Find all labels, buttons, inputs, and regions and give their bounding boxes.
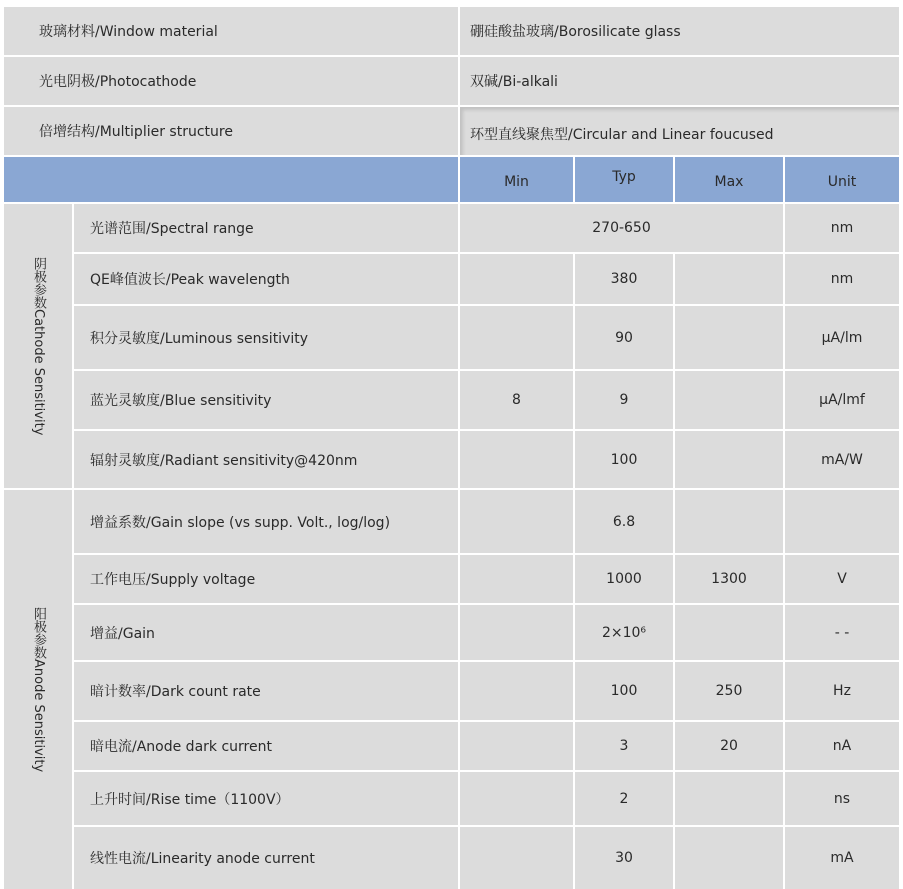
row-min-cell — [460, 306, 573, 369]
row-min-cell — [460, 431, 573, 488]
cathode-group-label: 阴极参数Cathode Sensitivity — [4, 204, 72, 488]
row-label: 光谱范围/Spectral range — [74, 204, 458, 252]
window-material-value: 硼硅酸盐玻璃/Borosilicate glass — [460, 7, 899, 55]
row-max-cell — [675, 605, 783, 660]
row-typ-cell: 9 — [575, 371, 673, 429]
row-max-cell — [675, 827, 783, 889]
window-material-label: 玻璃材料/Window material — [4, 7, 458, 55]
row-max-cell — [675, 431, 783, 488]
row-min-cell — [460, 722, 573, 770]
row-label: 上升时间/Rise time（1100V） — [74, 772, 458, 825]
row-typ-cell: 90 — [575, 306, 673, 369]
row-label: 增益/Gain — [74, 605, 458, 660]
row-unit-cell — [785, 490, 899, 553]
anode-group-label: 阳极参数Anode Sensitivity — [4, 490, 72, 889]
row-label: 增益系数/Gain slope (vs supp. Volt., log/log) — [74, 490, 458, 553]
header-max: Max — [675, 157, 783, 202]
row-unit-cell: V — [785, 555, 899, 603]
row-unit-cell: mA/W — [785, 431, 899, 488]
row-unit-cell: - - — [785, 605, 899, 660]
header-typ: Typ — [575, 157, 673, 202]
row-unit-cell: μA/lm — [785, 306, 899, 369]
row-min-cell — [460, 254, 573, 304]
row-max-cell — [675, 371, 783, 429]
row-label: QE峰值波长/Peak wavelength — [74, 254, 458, 304]
row-typ-cell: 30 — [575, 827, 673, 889]
row-min-cell — [460, 662, 573, 720]
header-unit: Unit — [785, 157, 899, 202]
row-min-cell — [460, 827, 573, 889]
row-max-cell — [675, 490, 783, 553]
row-typ-cell: 380 — [575, 254, 673, 304]
photocathode-label: 光电阴极/Photocathode — [4, 57, 458, 105]
row-label: 线性电流/Linearity anode current — [74, 827, 458, 889]
row-max-cell: 20 — [675, 722, 783, 770]
row-typ-cell: 2×10⁶ — [575, 605, 673, 660]
row-unit-cell: nA — [785, 722, 899, 770]
row-max-cell — [675, 772, 783, 825]
row-label: 暗计数率/Dark count rate — [74, 662, 458, 720]
row-min-cell — [460, 772, 573, 825]
row-typ-cell: 1000 — [575, 555, 673, 603]
row-typ-cell: 3 — [575, 722, 673, 770]
row-unit-cell: ns — [785, 772, 899, 825]
row-max-cell: 250 — [675, 662, 783, 720]
header-min: Min — [460, 157, 573, 202]
row-value-merged: 270-650 — [460, 204, 783, 252]
header-blank — [4, 157, 458, 202]
row-unit-cell: μA/lmf — [785, 371, 899, 429]
row-label: 暗电流/Anode dark current — [74, 722, 458, 770]
row-min-cell — [460, 555, 573, 603]
photocathode-value: 双碱/Bi-alkali — [460, 57, 899, 105]
row-typ-cell: 6.8 — [575, 490, 673, 553]
row-min-cell — [460, 490, 573, 553]
row-typ-cell: 100 — [575, 662, 673, 720]
row-label: 工作电压/Supply voltage — [74, 555, 458, 603]
row-min-cell: 8 — [460, 371, 573, 429]
row-typ-cell: 2 — [575, 772, 673, 825]
row-label: 辐射灵敏度/Radiant sensitivity@420nm — [74, 431, 458, 488]
row-unit-cell: Hz — [785, 662, 899, 720]
row-max-cell — [675, 254, 783, 304]
multiplier-structure-label: 倍增结构/Multiplier structure — [4, 107, 458, 155]
row-typ-cell: 100 — [575, 431, 673, 488]
row-max-cell: 1300 — [675, 555, 783, 603]
row-unit-cell: mA — [785, 827, 899, 889]
multiplier-structure-value: 环型直线聚焦型/Circular and Linear foucused — [460, 107, 899, 155]
row-max-cell — [675, 306, 783, 369]
row-min-cell — [460, 605, 573, 660]
row-label: 积分灵敏度/Luminous sensitivity — [74, 306, 458, 369]
row-label: 蓝光灵敏度/Blue sensitivity — [74, 371, 458, 429]
row-unit-cell: nm — [785, 204, 899, 252]
row-unit-cell: nm — [785, 254, 899, 304]
